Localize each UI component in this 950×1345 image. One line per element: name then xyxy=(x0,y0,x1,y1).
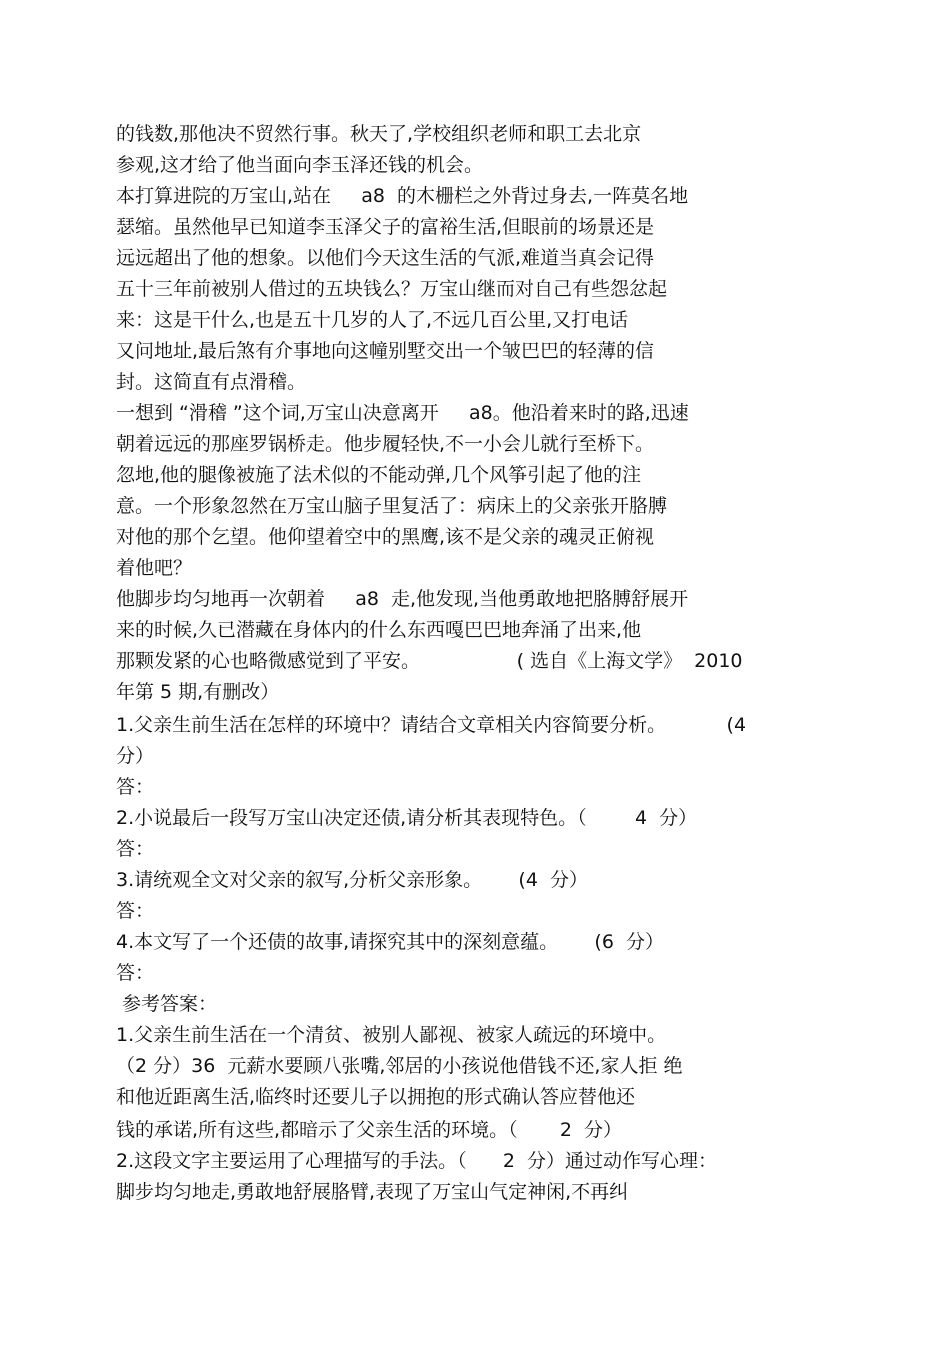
text-line: 来：这是干什么,也是五十几岁的人了,不远几百公里,又打电话 xyxy=(116,309,629,331)
text-line: 忽地,他的腿像被施了法术似的不能动弹,几个风筝引起了他的注 xyxy=(116,464,642,486)
text-line: 的钱数,那他决不贸然行事。秋天了,学校组织老师和职工去北京 xyxy=(116,123,642,145)
text-line: 本打算进院的万宝山,站在 a8 的木栅栏之外背过身去,一阵莫名地 xyxy=(116,185,689,207)
text-line: 一想到 “滑稽 ”这个词,万宝山决意离开 a8。他沿着来时的路,迅速 xyxy=(116,402,689,424)
reference-answer-heading: 参考答案： xyxy=(116,993,218,1015)
question-4: 4.本文写了一个还债的故事,请探究其中的深刻意蕴。 (6 分） xyxy=(116,931,664,953)
text-line: 封。这简直有点滑稽。 xyxy=(116,371,307,393)
reference-answer-line: 和他近距离生活,临终时还要儿子以拥抱的形式确认答应替他还 xyxy=(116,1086,636,1108)
text-line: 那颗发紧的心也略微感觉到了平安。 ( 选自《上海文学》 2010 xyxy=(116,650,743,672)
text-line: 年第 5 期,有删改） xyxy=(116,681,280,703)
answer-label: 答： xyxy=(116,776,155,798)
text-line: 对他的那个乞望。他仰望着空中的黑鹰,该不是父亲的魂灵正俯视 xyxy=(116,526,655,548)
text-line: 着他吧？ xyxy=(116,557,193,579)
text-line: 又问地址,最后煞有介事地向这幢别墅交出一个皱巴巴的轻薄的信 xyxy=(116,340,655,362)
reference-answer-line: 1.父亲生前生活在一个清贫、被别人鄙视、被家人疏远的环境中。 xyxy=(116,1024,667,1046)
text-line: 意。一个形象忽然在万宝山脑子里复活了：病床上的父亲张开胳膊 xyxy=(116,495,668,517)
answer-label: 答： xyxy=(116,962,155,984)
text-line: 远远超出了他的想象。以他们今天这生活的气派,难道当真会记得 xyxy=(116,247,655,269)
question-1: 1.父亲生前生活在怎样的环境中？请结合文章相关内容简要分析。 (4 xyxy=(116,714,747,736)
question-3: 3.请统观全文对父亲的叙写,分析父亲形象。 (4 分） xyxy=(116,869,588,891)
text-line: 分） xyxy=(116,745,155,767)
answer-label: 答： xyxy=(116,900,155,922)
answer-label: 答： xyxy=(116,838,155,860)
text-line: 来的时候,久已潜藏在身体内的什么东西嘎巴巴地奔涌了出来,他 xyxy=(116,619,642,641)
reference-answer-line: 2.这段文字主要运用了心理描写的手法。（ 2 分）通过动作写心理： xyxy=(116,1150,718,1172)
reference-answer-line: （2 分）36 元薪水要顾八张嘴,邻居的小孩说他借钱不还,家人拒 绝 xyxy=(116,1055,683,1077)
text-line: 他脚步均匀地再一次朝着 a8 走,他发现,当他勇敢地把胳膊舒展开 xyxy=(116,588,689,610)
text-line: 朝着远远的那座罗锅桥走。他步履轻快,不一小会儿就行至桥下。 xyxy=(116,433,655,455)
question-2: 2.小说最后一段写万宝山决定还债,请分析其表现特色。（ 4 分） xyxy=(116,807,698,829)
text-line: 五十三年前被别人借过的五块钱么？万宝山继而对自己有些怨忿起 xyxy=(116,278,668,300)
reference-answer-line: 脚步均匀地走,勇敢地舒展胳臂,表现了万宝山气定神闲,不再纠 xyxy=(116,1181,629,1203)
reference-answer-line: 钱的承诺,所有这些,都暗示了父亲生活的环境。（ 2 分） xyxy=(116,1119,623,1141)
text-line: 瑟缩。虽然他早已知道李玉泽父子的富裕生活,但眼前的场景还是 xyxy=(116,216,655,238)
text-line: 参观,这才给了他当面向李玉泽还钱的机会。 xyxy=(116,154,484,176)
